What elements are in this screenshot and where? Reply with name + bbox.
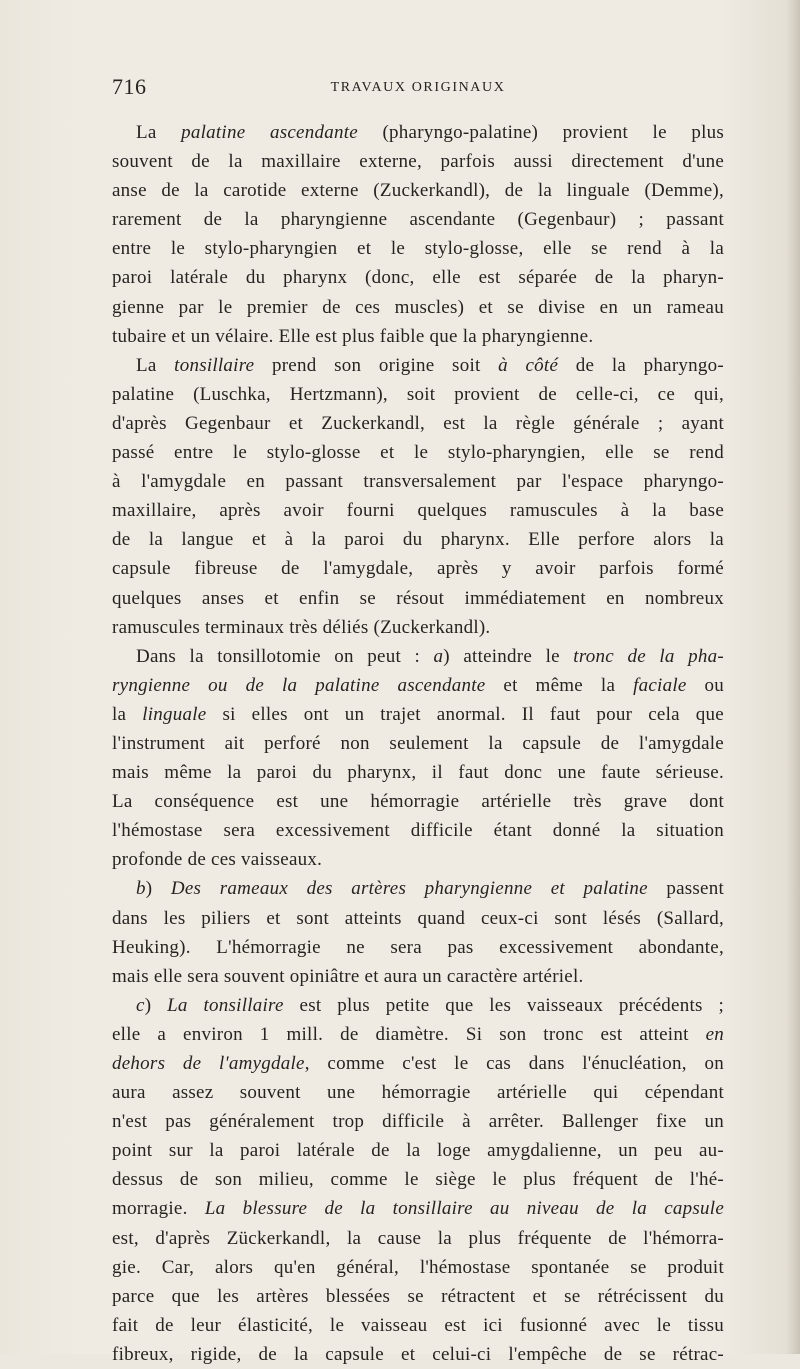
text-segment: à l'amygdale en passant transversalement par l'espace pharyngo- [112,471,724,493]
text-line [112,700,724,729]
text-line [112,351,724,380]
text-segment: fait de leur élasticité, le vaisseau est ici fusionné avec le tissu [112,1314,724,1336]
text-line [112,758,724,787]
text-line [112,467,724,496]
text-line [112,1020,724,1049]
italic-text: b [136,878,146,900]
text-line [112,1049,724,1078]
text-segment: l'hémostase sera excessivement difficile étant donné la situation [112,820,724,842]
text-line [112,1282,724,1311]
text-segment: paroi latérale du pharynx (donc, elle est séparée de la pharyn- [112,267,724,289]
text-line [112,147,724,176]
text-line [112,525,724,554]
text-segment: ou [686,674,724,696]
running-head: TRAVAUX ORIGINAUX [330,80,506,95]
text-segment: anse de la carotide externe (Zuckerkandl), de la linguale (Demme), [112,180,724,202]
text-line [112,874,724,903]
text-segment: ) [145,878,171,900]
text-line [112,1311,724,1340]
page-number: 716 [112,74,147,99]
italic-text: c [136,994,145,1016]
text-line [112,438,724,467]
text-line [112,787,724,816]
italic-text: faciale [633,674,687,696]
italic-text: tonsillaire [174,354,255,376]
text-line [112,496,724,525]
text-line [112,263,724,292]
text-line [112,1340,724,1369]
text-segment: capsule fibreuse de l'amygdale, après y avoir parfois formé [112,558,724,580]
text-segment: ) atteindre le [443,645,574,667]
text-line [112,671,724,700]
text-segment: tubaire et un vélaire. Elle est plus faible que la pharyngienne. [112,325,594,347]
text-line [112,409,724,438]
italic-text: dehors de l'amygdale [112,1053,305,1074]
text-segment: ) [144,994,168,1016]
text-segment: n'est pas généralement trop difficile à arrêter. Ballenger fixe un [112,1111,724,1133]
text-line [112,729,724,758]
text-segment: morragie. [112,1198,205,1220]
italic-text: tronc de la pha- [573,645,724,667]
text-segment: et même la [485,674,634,696]
text-segment: elle a environ 1 mill. de diamètre. Si son tronc est atteint [112,1023,706,1045]
text-line [112,991,724,1020]
text-segment: l'instrument ait perforé non seulement la capsule de l'amygdale [112,732,724,754]
text-line [112,322,724,351]
text-segment: est plus petite que les vaisseaux précédents ; [283,994,724,1016]
text-segment: quelques anses et enfin se résout immédiatement en nombreux [112,587,724,609]
text-segment: mais même la paroi du pharynx, il faut donc une faute sérieuse. [112,762,724,784]
italic-text: en [705,1023,724,1045]
text-segment: profonde de ces vaisseaux. [112,849,323,871]
text-segment: (pharyngo-palatine) provient le plus [357,122,724,143]
body-text [112,118,724,1369]
text-segment: ramuscules terminaux très déliés (Zuckerkandl). [112,616,491,638]
text-segment: prend son origine soit [254,354,499,376]
text-segment: si elles ont un trajet anormal. Il faut pour cela que [206,703,724,725]
text-segment: La [136,354,175,376]
text-line [112,642,724,671]
text-segment: palatine (Luschka, Hertzmann), soit provient de celle-ci, ce qui, [112,383,724,405]
text-line [112,1194,724,1223]
text-line [112,816,724,845]
text-segment: d'après Gegenbaur et Zuckerkandl, est la règle générale ; ayant [112,412,724,434]
text-segment: de la pharyngo- [558,354,724,376]
text-line [112,933,724,962]
text-segment: entre le stylo-pharyngien et le stylo-glosse, elle se rend à la [112,238,724,260]
text-line [112,176,724,205]
italic-text: Des rameaux des artères pharyngienne et palatine [170,878,648,900]
text-segment: Dans la tonsillotomie on peut : [136,645,434,667]
text-line [112,584,724,613]
text-line [112,554,724,583]
text-line [112,613,724,642]
page-edge-shadow [786,0,800,1354]
text-segment: gienne par le premier de ces muscles) et se divise en un rameau [112,296,724,318]
text-segment: passent [647,878,725,900]
text-segment: gie. Car, alors qu'en général, l'hémostase spontanée se produit [112,1256,724,1278]
text-segment: parce que les artères blessées se rétractent et se rétrécissent du [112,1285,724,1307]
text-segment: dans les piliers et sont atteints quand ceux-ci sont lésés (Sallard, [112,907,724,929]
italic-text: palatine ascendante [181,122,358,143]
text-segment: mais elle sera souvent opiniâtre et aura un caractère artériel. [112,965,584,987]
text-line [112,234,724,263]
text-line [112,845,724,874]
text-line [112,962,724,991]
text-line [112,1107,724,1136]
italic-text: à côté [498,354,559,376]
text-segment: est, d'après Zückerkandl, la cause la plus fréquente de l'hémorra- [112,1227,724,1249]
text-line [112,293,724,322]
italic-text: La blessure de la tonsillaire au niveau de la capsule [204,1198,725,1220]
text-segment: , comme c'est le cas dans l'énucléation, on [304,1053,724,1074]
text-segment: dessus de son milieu, comme le siège le plus fréquent de l'hé- [112,1169,724,1191]
text-line [112,1165,724,1194]
text-segment: passé entre le stylo-glosse et le stylo-pharyngien, elle se rend [112,442,724,464]
text-segment: aura assez souvent une hémorragie artérielle qui cépendant [112,1082,724,1104]
text-line [112,1224,724,1253]
italic-text: linguale [142,703,207,725]
text-line [112,1078,724,1107]
italic-text: a [433,645,444,667]
text-segment: La [136,122,182,143]
text-segment: souvent de la maxillaire externe, parfois aussi directement d'une [112,151,724,173]
text-segment: de la langue et à la paroi du pharynx. Elle perfore alors la [112,529,724,551]
page-header [112,74,724,104]
text-segment: rarement de la pharyngienne ascendante (Gegenbaur) ; passant [112,209,724,231]
italic-text: La tonsillaire [167,994,284,1016]
text-segment: Heuking). L'hémorragie ne sera pas excessivement abondante, [112,936,724,958]
text-segment: fibreux, rigide, de la capsule et celui-ci l'empêche de se rétrac- [112,1343,724,1365]
text-segment: point sur la paroi latérale de la loge amygdalienne, un peu au- [112,1140,724,1162]
text-segment: la [112,703,143,725]
text-line [112,1253,724,1282]
text-line [112,118,724,147]
text-line [112,1136,724,1165]
text-segment: maxillaire, après avoir fourni quelques ramuscules à la base [112,500,724,522]
text-line [112,904,724,933]
italic-text: ryngienne ou de la palatine ascendante [112,674,486,696]
text-line [112,380,724,409]
text-line [112,205,724,234]
text-segment: La conséquence est une hémorragie artérielle très grave dont [112,791,724,813]
